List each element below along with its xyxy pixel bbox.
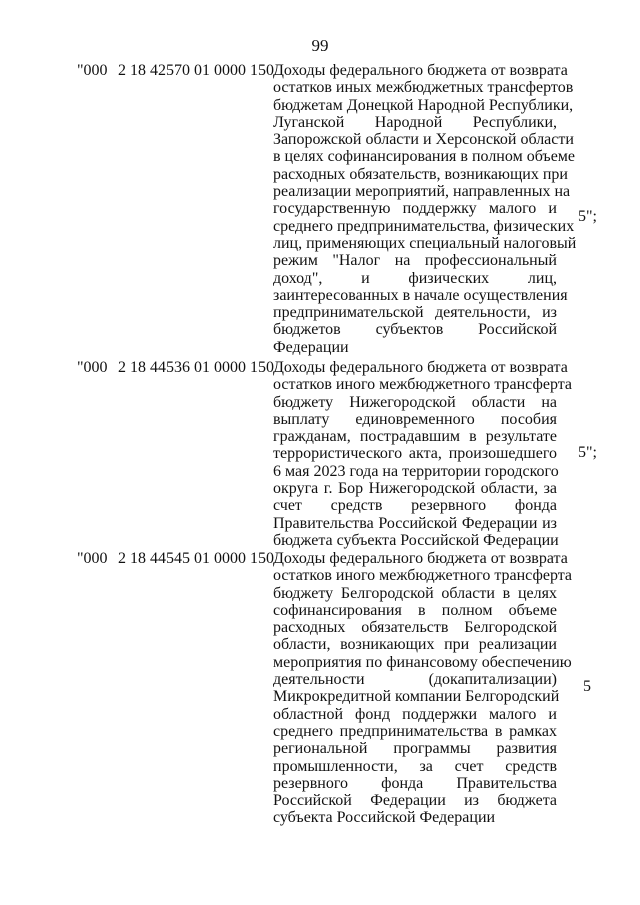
- description-line: бюджета субъекта Российской Федерации: [273, 531, 559, 549]
- entry-description: [273, 62, 577, 356]
- code-prefix: "000: [77, 62, 108, 79]
- description-line: областной фонд поддержки малого и: [273, 705, 557, 723]
- description-line: бюджету Нижегородской области на: [273, 393, 557, 411]
- description-line: мероприятия по финансовому обеспечению: [273, 653, 572, 671]
- description-line: округа г. Бор Нижегородской области, за: [273, 480, 557, 498]
- description-line: счет средств резервного фонда: [273, 497, 557, 515]
- budget-classification-code: 2 18 44545 01 0000 150: [118, 550, 274, 567]
- description-line: заинтересованных в начале осуществления: [273, 286, 568, 304]
- description-line: деятельности (докапитализации): [273, 671, 557, 689]
- description-line: в целях софинансирования в полном объеме: [273, 148, 576, 166]
- description-line: 6 мая 2023 года на территории городского: [273, 462, 559, 480]
- description-line: бюджету Белгородской области в целях: [273, 584, 557, 602]
- description-line: предпринимательской деятельности, из: [273, 304, 557, 322]
- description-line: Федерации: [273, 338, 349, 356]
- description-line: гражданам, пострадавшим в результате: [273, 428, 557, 446]
- description-line: промышленности, за счет средств: [273, 757, 557, 775]
- description-line: резервного фонда Правительства: [273, 774, 557, 792]
- description-line: среднего предпринимательства в рамках: [273, 722, 557, 740]
- description-line: государственную поддержку малого и: [273, 200, 557, 218]
- description-line: лиц, применяющих специальный налоговый: [273, 234, 577, 252]
- description-line: Российской Федерации из бюджета: [273, 792, 557, 810]
- entry-description: [273, 359, 573, 549]
- description-line: бюджетам Донецкой Народной Республики,: [273, 96, 574, 114]
- page-number: 99: [311, 36, 329, 55]
- entry-value: 5: [583, 678, 591, 695]
- description-line: Доходы федерального бюджета от возврата: [273, 62, 568, 79]
- description-line: остатков иного межбюджетного трансферта: [273, 567, 573, 585]
- description-line: Правительства Российской Федерации из: [273, 514, 557, 532]
- description-line: Луганской Народной Республики,: [273, 113, 557, 131]
- description-line: остатков иного межбюджетного трансферта: [273, 376, 573, 394]
- description-line: расходных обязательств Белгородской: [273, 619, 557, 637]
- description-line: расходных обязательств, возникающих при: [273, 165, 568, 183]
- description-line: бюджетов субъектов Российской: [273, 321, 557, 339]
- description-line: Запорожской области и Херсонской области: [273, 131, 574, 149]
- description-line: Микрокредитной компании Белгородский: [273, 688, 560, 706]
- description-line: Доходы федерального бюджета от возврата: [273, 550, 568, 567]
- description-line: остатков иных межбюджетных трансфертов: [273, 79, 574, 97]
- budget-classification-code: 2 18 42570 01 0000 150: [118, 62, 274, 79]
- description-line: реализации мероприятий, направленных на: [273, 183, 571, 201]
- description-line: среднего предпринимательства, физических: [273, 217, 575, 235]
- description-line: доход", и физических лиц,: [273, 269, 557, 287]
- description-line: области, возникающих при реализации: [273, 636, 557, 654]
- budget-classification-code: 2 18 44536 01 0000 150: [118, 359, 274, 376]
- code-prefix: "000: [77, 359, 108, 376]
- code-prefix: "000: [77, 550, 108, 567]
- description-line: региональной программы развития: [273, 740, 557, 758]
- entry-value: 5";: [578, 444, 597, 461]
- entry-value: 5";: [578, 208, 597, 225]
- description-line: софинансирования в полном объеме: [273, 601, 557, 619]
- description-line: режим "Налог на профессиональный: [273, 252, 557, 270]
- description-line: субъекта Российской Федерации: [273, 809, 496, 827]
- description-line: выплату единовременного пособия: [273, 410, 557, 428]
- entry-description: [273, 550, 573, 827]
- description-line: Доходы федерального бюджета от возврата: [273, 359, 568, 376]
- description-line: террористического акта, произошедшего: [273, 445, 557, 463]
